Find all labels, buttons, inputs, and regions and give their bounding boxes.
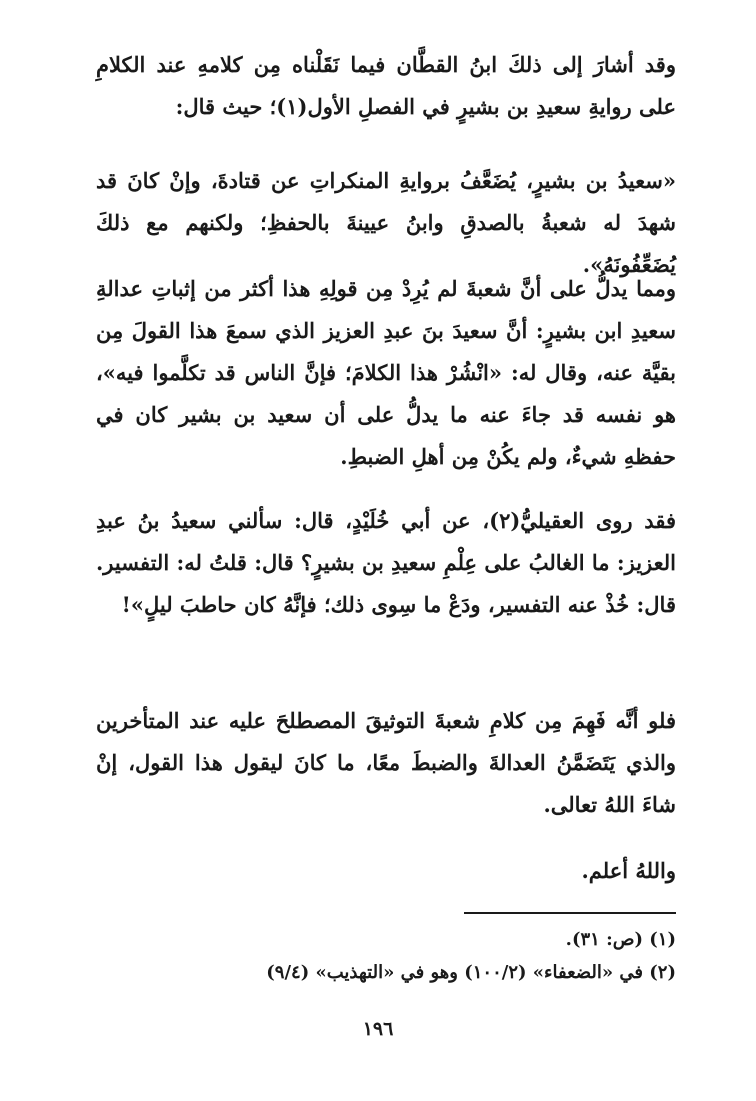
paragraph-6-closing: واللهُ أعلم. — [581, 858, 676, 883]
page-number: ١٩٦ — [362, 1018, 394, 1040]
paragraph-2-quote: «سعيدُ بن بشيرٍ، يُضَعَّفُ بروايةِ المنكراتِ عن قتادةَ، وإنْ كانَ قد شهدَ له شعبةُ بالصدقِ وابنُ عيينةَ بالحفظِ؛ ولكنهم مع ذلكَ يُضَعِّفُونَهُ». — [96, 168, 676, 277]
paragraph-4: فقد روى العقيليُّ(٢)، عن أبي خُلَيْدٍ، قال: سألني سعيدُ بنُ عبدِ العزيز: ما الغالبُ على عِلْمِ سعيدِ بن بشيرٍ؟ قال: قلتُ له: التفسير. قال: خُذْ عنه التفسير، ودَعْ ما سِوى ذلك؛ فإنَّهُ كان حاطبَ ليلٍ»! — [96, 508, 676, 617]
footnote-2: (٢) في «الضعفاء» (١٠٠/٢) وهو في «التهذيب» (٩/٤) — [266, 962, 676, 983]
paragraph-5: فلو أنَّه فَهِمَ مِن كلامِ شعبةَ التوثيقَ المصطلحَ عليه عند المتأخرين والذي يَتَضَمَّنُ العدالةَ والضبطَ معًا، ما كانَ ليقول هذا القول، إنْ شاءَ اللهُ تعالى. — [96, 708, 676, 817]
footnote-divider — [464, 912, 676, 914]
footnote-1: (١) (ص: ٣١). — [565, 929, 676, 950]
paragraph-3: ومما يدلُّ على أنَّ شعبةَ لم يُرِدْ مِن قولِهِ هذا أكثر من إثباتِ عدالةِ سعيدِ ابن بشيرٍ: أنَّ سعيدَ بنَ عبدِ العزيز الذي سمعَ هذا القولَ مِن بقيَّة عنه، وقال له: «انْشُرْ هذا الكلامَ؛ فإنَّ الناس قد تكلَّموا فيه»، هو نفسه قد جاءَ عنه ما يدلُّ على أن سعيد بن بشير كان في حفظهِ شيءٌ، ولم يكُنْ مِن أهلِ الضبطِ. — [96, 276, 676, 469]
paragraph-1: وقد أشارَ إلى ذلكَ ابنُ القطَّان فيما نَقَلْناه مِن كلامهِ عند الكلامِ على روايةِ سعيدِ بن بشيرٍ في الفصلِ الأول(١)؛ حيث قال: — [96, 52, 676, 119]
